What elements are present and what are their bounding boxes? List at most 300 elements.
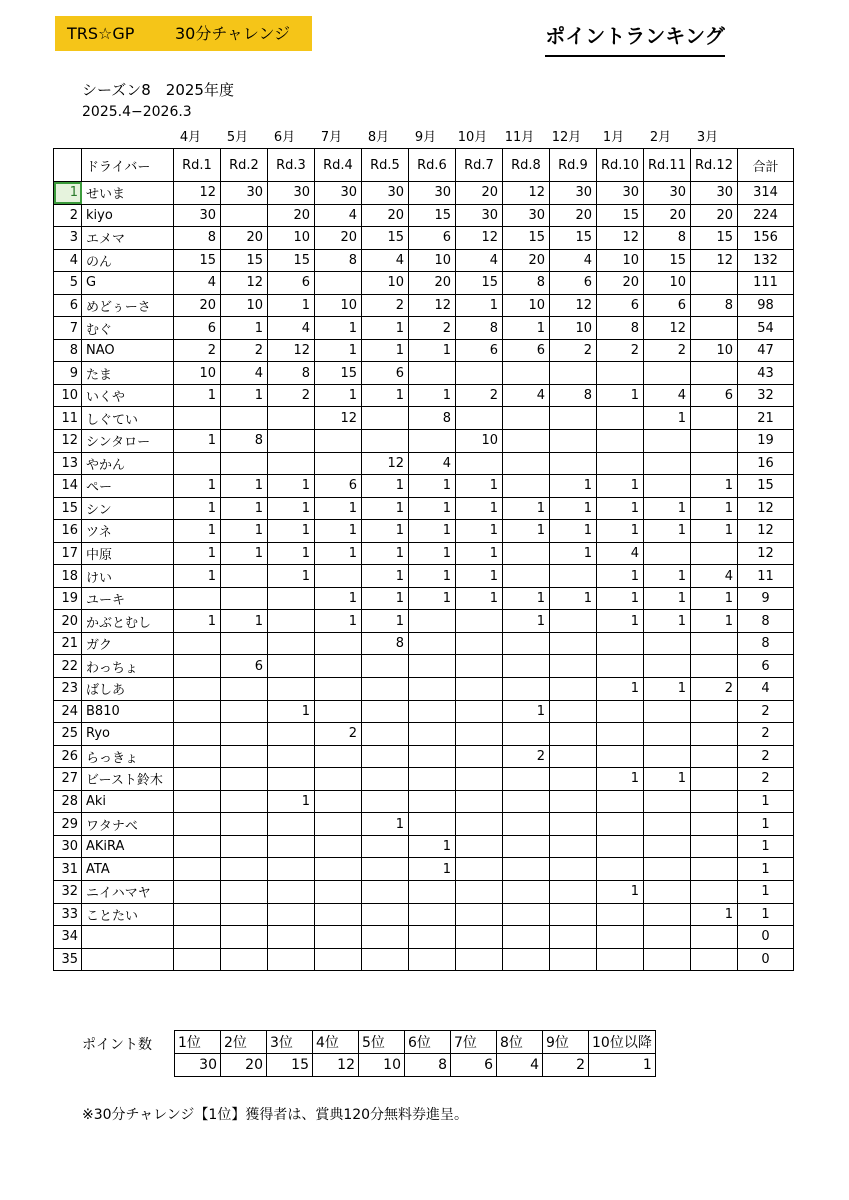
table-header-row: [54, 149, 794, 182]
points-cell: 1: [268, 790, 315, 813]
total-cell: 111: [738, 272, 794, 295]
position-cell: 1: [54, 182, 82, 205]
value-row: [175, 1054, 656, 1077]
points-cell: [691, 452, 738, 475]
month-label: 5月: [226, 130, 249, 145]
points-cell: 12: [409, 294, 456, 317]
place-label: 1位: [175, 1031, 221, 1054]
points-cell: [268, 880, 315, 903]
points-cell: [550, 723, 597, 746]
points-cell: 8: [550, 384, 597, 407]
total-cell: 47: [738, 339, 794, 362]
points-cell: 30: [456, 204, 503, 227]
points-cell: [691, 700, 738, 723]
points-cell: 6: [691, 384, 738, 407]
total-cell: 156: [738, 227, 794, 250]
position-header: [54, 149, 82, 182]
points-cell: [691, 407, 738, 430]
points-cell: [174, 723, 221, 746]
points-cell: [409, 632, 456, 655]
points-cell: [409, 948, 456, 971]
points-cell: 15: [597, 204, 644, 227]
driver-name: しぐてい: [82, 407, 174, 430]
table-row: [54, 475, 794, 498]
points-cell: [268, 723, 315, 746]
points-cell: 1: [409, 339, 456, 362]
position-cell: 6: [54, 294, 82, 317]
round-header: Rd.4: [315, 149, 362, 182]
points-cell: 20: [409, 272, 456, 295]
points-cell: [315, 452, 362, 475]
month-label: 12月: [551, 130, 582, 145]
table-row: [54, 384, 794, 407]
points-cell: [221, 790, 268, 813]
points-cell: 1: [503, 497, 550, 520]
points-cell: [691, 317, 738, 340]
table-row: [54, 632, 794, 655]
points-cell: [691, 655, 738, 678]
points-cell: 12: [644, 317, 691, 340]
points-cell: 1: [362, 497, 409, 520]
round-header: Rd.9: [550, 149, 597, 182]
points-cell: 1: [644, 407, 691, 430]
month-label: 9月: [414, 130, 437, 145]
points-cell: [550, 655, 597, 678]
table-row: [54, 565, 794, 588]
points-cell: [409, 745, 456, 768]
points-cell: 1: [362, 339, 409, 362]
points-cell: [691, 880, 738, 903]
position-cell: 34: [54, 926, 82, 949]
total-header: 合計: [738, 149, 794, 182]
position-cell: 28: [54, 790, 82, 813]
points-cell: [503, 903, 550, 926]
points-cell: 1: [174, 475, 221, 498]
points-cell: [174, 858, 221, 881]
points-cell: 2: [503, 745, 550, 768]
position-cell: 13: [54, 452, 82, 475]
table-row: [54, 272, 794, 295]
points-cell: [456, 655, 503, 678]
place-points: 20: [221, 1054, 267, 1077]
points-cell: 1: [362, 475, 409, 498]
total-cell: 224: [738, 204, 794, 227]
table-row: [54, 452, 794, 475]
points-cell: 1: [221, 384, 268, 407]
points-cell: 12: [268, 339, 315, 362]
points-cell: 4: [409, 452, 456, 475]
points-cell: [456, 880, 503, 903]
points-cell: 1: [456, 520, 503, 543]
position-cell: 18: [54, 565, 82, 588]
points-cell: 1: [221, 520, 268, 543]
points-cell: [174, 813, 221, 836]
table-row: [54, 858, 794, 881]
points-cell: 1: [597, 520, 644, 543]
points-cell: 1: [503, 700, 550, 723]
points-cell: [409, 723, 456, 746]
points-cell: 8: [362, 632, 409, 655]
points-cell: [315, 858, 362, 881]
points-cell: [550, 948, 597, 971]
points-cell: 1: [550, 475, 597, 498]
points-cell: 1: [456, 587, 503, 610]
points-cell: [644, 700, 691, 723]
table-row: [54, 790, 794, 813]
points-cell: [174, 678, 221, 701]
points-cell: [503, 565, 550, 588]
points-cell: 10: [268, 227, 315, 250]
points-cell: 1: [315, 317, 362, 340]
total-cell: 1: [738, 903, 794, 926]
total-cell: 1: [738, 813, 794, 836]
points-cell: [456, 768, 503, 791]
driver-name: めどぅーさ: [82, 294, 174, 317]
points-cell: [691, 813, 738, 836]
points-cell: [456, 452, 503, 475]
table-row: [54, 587, 794, 610]
total-cell: 1: [738, 858, 794, 881]
points-cell: 20: [456, 182, 503, 205]
points-cell: 30: [315, 182, 362, 205]
points-cell: [597, 926, 644, 949]
points-cell: 4: [315, 204, 362, 227]
points-cell: 1: [409, 520, 456, 543]
points-cell: 1: [362, 565, 409, 588]
driver-name: Ryo: [82, 723, 174, 746]
points-cell: [456, 407, 503, 430]
driver-name: むぐ: [82, 317, 174, 340]
points-cell: [644, 452, 691, 475]
total-cell: 21: [738, 407, 794, 430]
points-cell: [268, 452, 315, 475]
points-cell: 1: [456, 497, 503, 520]
points-cell: [644, 880, 691, 903]
points-cell: 1: [221, 610, 268, 633]
points-cell: [221, 700, 268, 723]
points-cell: 15: [691, 227, 738, 250]
place-points: 1: [589, 1054, 656, 1077]
points-cell: 1: [597, 880, 644, 903]
driver-name: たま: [82, 362, 174, 385]
points-cell: 1: [174, 430, 221, 453]
table-row: [54, 542, 794, 565]
points-table: [174, 1030, 656, 1077]
points-cell: 1: [503, 587, 550, 610]
points-cell: 20: [644, 204, 691, 227]
points-cell: 1: [268, 520, 315, 543]
points-cell: 2: [550, 339, 597, 362]
round-header: Rd.1: [174, 149, 221, 182]
points-cell: [221, 632, 268, 655]
position-cell: 15: [54, 497, 82, 520]
driver-header: ドライバー: [82, 149, 174, 182]
points-cell: 4: [174, 272, 221, 295]
points-cell: [221, 587, 268, 610]
points-cell: [409, 362, 456, 385]
place-label: 8位: [497, 1031, 543, 1054]
points-cell: 1: [409, 587, 456, 610]
table-row: [54, 407, 794, 430]
points-cell: 1: [221, 317, 268, 340]
table-row: [54, 813, 794, 836]
points-cell: 1: [503, 317, 550, 340]
points-cell: [503, 655, 550, 678]
driver-name: ツネ: [82, 520, 174, 543]
points-cell: 6: [409, 227, 456, 250]
points-cell: [409, 813, 456, 836]
points-cell: [174, 903, 221, 926]
points-cell: [456, 835, 503, 858]
points-cell: [550, 610, 597, 633]
points-cell: [503, 880, 550, 903]
points-cell: 6: [456, 339, 503, 362]
points-cell: [315, 700, 362, 723]
points-cell: [174, 632, 221, 655]
total-cell: 2: [738, 723, 794, 746]
points-cell: [268, 813, 315, 836]
points-cell: 1: [597, 565, 644, 588]
points-cell: 6: [550, 272, 597, 295]
points-cell: [315, 768, 362, 791]
place-label: 9位: [543, 1031, 589, 1054]
table-row: [54, 723, 794, 746]
table-row: [54, 249, 794, 272]
points-cell: 2: [691, 678, 738, 701]
position-cell: 27: [54, 768, 82, 791]
driver-name: シンタロー: [82, 430, 174, 453]
points-cell: 4: [550, 249, 597, 272]
points-cell: 4: [644, 384, 691, 407]
points-cell: 15: [503, 227, 550, 250]
position-cell: 9: [54, 362, 82, 385]
points-cell: 1: [550, 542, 597, 565]
points-cell: [456, 678, 503, 701]
points-cell: 1: [221, 542, 268, 565]
position-cell: 35: [54, 948, 82, 971]
points-cell: 12: [221, 272, 268, 295]
position-cell: 22: [54, 655, 82, 678]
points-cell: 1: [644, 768, 691, 791]
points-cell: 20: [503, 249, 550, 272]
total-cell: 6: [738, 655, 794, 678]
points-cell: [597, 745, 644, 768]
driver-name: のん: [82, 249, 174, 272]
points-cell: 10: [174, 362, 221, 385]
points-cell: [409, 655, 456, 678]
driver-name: かぶとむし: [82, 610, 174, 633]
position-cell: 14: [54, 475, 82, 498]
points-cell: [503, 430, 550, 453]
points-cell: 20: [315, 227, 362, 250]
points-cell: 8: [221, 430, 268, 453]
points-cell: [221, 858, 268, 881]
table-row: [54, 227, 794, 250]
points-cell: 1: [362, 542, 409, 565]
round-header: Rd.6: [409, 149, 456, 182]
points-cell: 8: [268, 362, 315, 385]
points-cell: [691, 542, 738, 565]
place-row: [175, 1031, 656, 1054]
points-cell: [644, 723, 691, 746]
total-cell: 1: [738, 880, 794, 903]
month-label: 3月: [696, 130, 719, 145]
points-cell: 6: [362, 362, 409, 385]
total-cell: 132: [738, 249, 794, 272]
points-cell: [174, 700, 221, 723]
season-label: シーズン8 2025年度: [82, 81, 234, 99]
points-cell: 1: [174, 520, 221, 543]
points-cell: [409, 700, 456, 723]
table-row: [54, 610, 794, 633]
points-cell: [597, 632, 644, 655]
total-cell: 0: [738, 926, 794, 949]
points-cell: 10: [221, 294, 268, 317]
driver-name: エメマ: [82, 227, 174, 250]
points-cell: 1: [691, 475, 738, 498]
points-cell: 2: [315, 723, 362, 746]
points-cell: 8: [597, 317, 644, 340]
points-cell: [315, 632, 362, 655]
points-cell: 1: [456, 565, 503, 588]
points-cell: [691, 745, 738, 768]
table-row: [54, 880, 794, 903]
points-cell: [550, 452, 597, 475]
prize-note: ※30分チャレンジ【1位】獲得者は、賞典120分無料券進呈。: [82, 1107, 469, 1123]
points-cell: 1: [644, 520, 691, 543]
points-cell: 8: [174, 227, 221, 250]
points-cell: [503, 835, 550, 858]
points-cell: 20: [597, 272, 644, 295]
points-cell: 12: [691, 249, 738, 272]
total-cell: 314: [738, 182, 794, 205]
place-points: 30: [175, 1054, 221, 1077]
points-cell: [503, 475, 550, 498]
table-row: [54, 520, 794, 543]
table-row: [54, 362, 794, 385]
total-cell: 15: [738, 475, 794, 498]
points-cell: [456, 362, 503, 385]
points-cell: [174, 835, 221, 858]
driver-name: NAO: [82, 339, 174, 362]
position-cell: 25: [54, 723, 82, 746]
driver-name: ATA: [82, 858, 174, 881]
points-cell: 10: [691, 339, 738, 362]
points-cell: 1: [362, 384, 409, 407]
points-cell: [362, 768, 409, 791]
points-cell: [550, 926, 597, 949]
points-cell: 12: [362, 452, 409, 475]
points-cell: 1: [644, 587, 691, 610]
points-cell: [456, 745, 503, 768]
points-cell: [550, 768, 597, 791]
points-cell: [644, 948, 691, 971]
points-cell: [315, 678, 362, 701]
points-cell: [503, 632, 550, 655]
total-cell: 12: [738, 542, 794, 565]
points-cell: [362, 835, 409, 858]
points-cell: [409, 430, 456, 453]
points-cell: [174, 587, 221, 610]
points-cell: [268, 430, 315, 453]
points-cell: [691, 632, 738, 655]
points-cell: [503, 813, 550, 836]
month-label: 11月: [504, 130, 535, 145]
points-cell: [362, 948, 409, 971]
points-cell: [691, 362, 738, 385]
points-cell: 10: [550, 317, 597, 340]
table-row: [54, 745, 794, 768]
points-cell: 4: [362, 249, 409, 272]
total-cell: 2: [738, 768, 794, 791]
total-cell: 11: [738, 565, 794, 588]
ranking-table: [53, 148, 794, 971]
table-row: [54, 204, 794, 227]
place-label: 5位: [359, 1031, 405, 1054]
points-cell: [174, 655, 221, 678]
driver-name: ワタナベ: [82, 813, 174, 836]
position-cell: 7: [54, 317, 82, 340]
position-cell: 32: [54, 880, 82, 903]
place-points: 12: [313, 1054, 359, 1077]
table-row: [54, 430, 794, 453]
points-cell: [221, 407, 268, 430]
table-row: [54, 497, 794, 520]
points-cell: [691, 948, 738, 971]
driver-name: やかん: [82, 452, 174, 475]
points-cell: 2: [268, 384, 315, 407]
points-cell: [315, 655, 362, 678]
points-cell: [315, 903, 362, 926]
points-label: ポイント数: [82, 1037, 152, 1053]
total-cell: 4: [738, 678, 794, 701]
position-cell: 17: [54, 542, 82, 565]
points-cell: [221, 835, 268, 858]
driver-name: [82, 948, 174, 971]
points-cell: [174, 768, 221, 791]
points-cell: [644, 813, 691, 836]
round-header: Rd.11: [644, 149, 691, 182]
total-cell: 19: [738, 430, 794, 453]
points-cell: [174, 926, 221, 949]
driver-name: ユーキ: [82, 587, 174, 610]
points-cell: 1: [597, 475, 644, 498]
points-cell: 1: [409, 565, 456, 588]
points-cell: 1: [597, 768, 644, 791]
points-cell: [221, 926, 268, 949]
points-cell: 10: [362, 272, 409, 295]
points-cell: [221, 948, 268, 971]
table-row: [54, 339, 794, 362]
place-label: 7位: [451, 1031, 497, 1054]
points-cell: 10: [456, 430, 503, 453]
place-label: 6位: [405, 1031, 451, 1054]
points-cell: 1: [597, 610, 644, 633]
position-cell: 21: [54, 632, 82, 655]
points-cell: 1: [174, 384, 221, 407]
points-cell: [221, 880, 268, 903]
points-cell: 30: [362, 182, 409, 205]
total-cell: 2: [738, 745, 794, 768]
points-cell: 2: [362, 294, 409, 317]
points-cell: 1: [268, 497, 315, 520]
points-cell: 12: [174, 182, 221, 205]
points-cell: 30: [268, 182, 315, 205]
total-cell: 0: [738, 948, 794, 971]
points-cell: 10: [644, 272, 691, 295]
points-cell: [597, 948, 644, 971]
points-cell: 30: [691, 182, 738, 205]
